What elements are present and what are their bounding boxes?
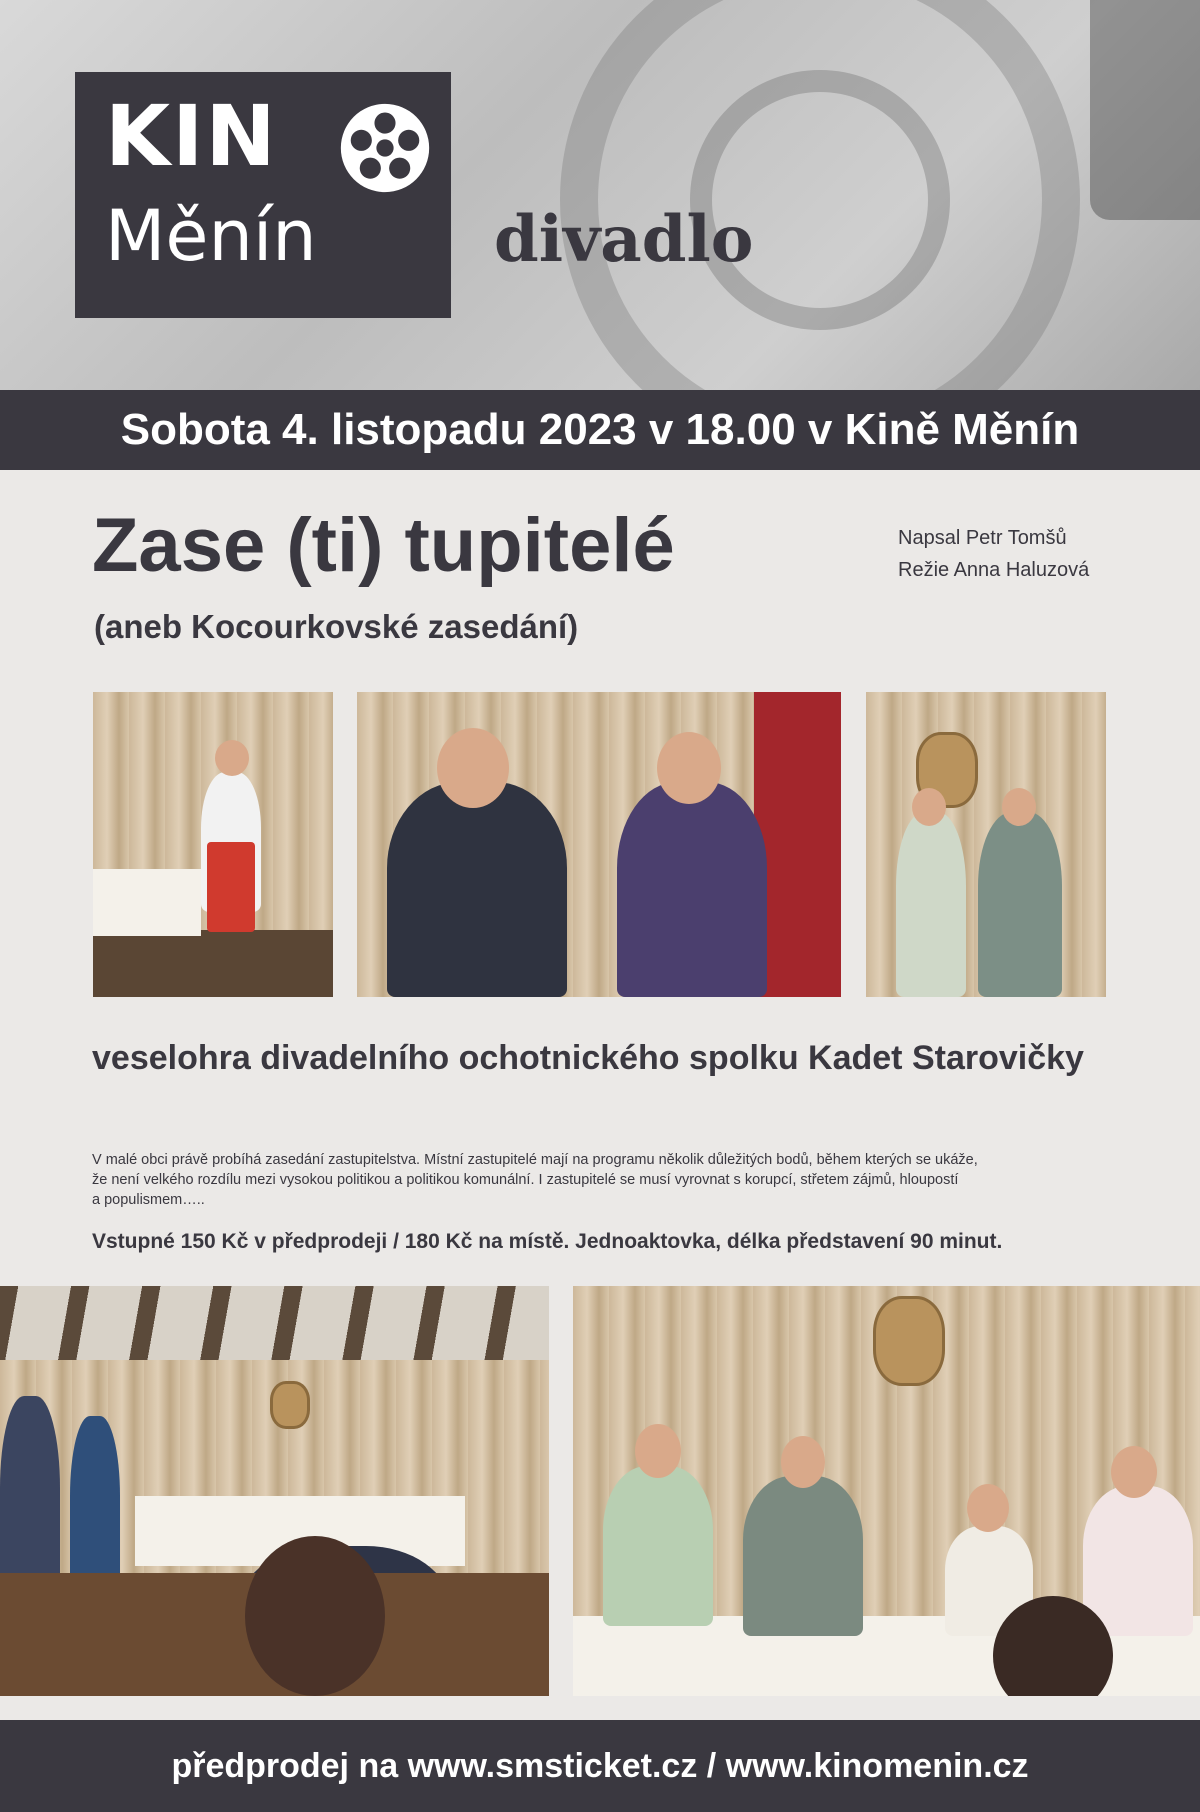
- play-description: [92, 1150, 1112, 1210]
- stage-photo-table-cast: [573, 1286, 1200, 1696]
- ticket-price: Vstupné 150 Kč v předprodeji / 180 Kč na místě. Jednoaktovka, délka představení 90 minut.: [92, 1230, 1003, 1253]
- director-credit: Režie Anna Haluzová: [898, 559, 1090, 581]
- stage-photo-speech: [866, 692, 1106, 997]
- header-banner: [0, 0, 1200, 390]
- presale-footer: předprodej na www.smsticket.cz / www.kinomenin.cz: [0, 1720, 1200, 1812]
- projector-background: [1090, 0, 1200, 220]
- kino-menin-logo: [75, 72, 451, 318]
- author-credit: Napsal Petr Tomšů: [898, 527, 1067, 549]
- play-title: Zase (ti) tupitelé: [92, 503, 675, 588]
- description-line: a populismem…..: [92, 1192, 205, 1208]
- logo-menin-text: Měnín: [105, 195, 317, 277]
- description-line: že není velkého rozdílu mezi vysokou politikou a politikou komunální. I zastupitelé se musí vyrovnat s korupcí, střetem zájmů, hloupostí: [92, 1172, 959, 1188]
- stage-photo-two-actors: [357, 692, 841, 997]
- credits: [898, 522, 1089, 586]
- film-reel-icon: [337, 100, 433, 196]
- film-reel-hub-background: [690, 70, 950, 330]
- logo-kino-text: KIN: [105, 87, 278, 185]
- description-line: V malé obci právě probíhá zasedání zastupitelstva. Místní zastupitelé mají na programu několik důležitých bodů, během kterých se ukáže,: [92, 1152, 978, 1168]
- date-banner: Sobota 4. listopadu 2023 v 18.00 v Kině Měnín: [0, 390, 1200, 470]
- stage-photo-player: [93, 692, 333, 997]
- play-description-heading: veselohra divadelního ochotnického spolku Kadet Starovičky: [92, 1039, 1084, 1077]
- stage-photo-ensemble: [0, 1286, 549, 1696]
- play-subtitle: (aneb Kocourkovské zasedání): [94, 608, 579, 645]
- category-label: divadlo: [494, 202, 754, 277]
